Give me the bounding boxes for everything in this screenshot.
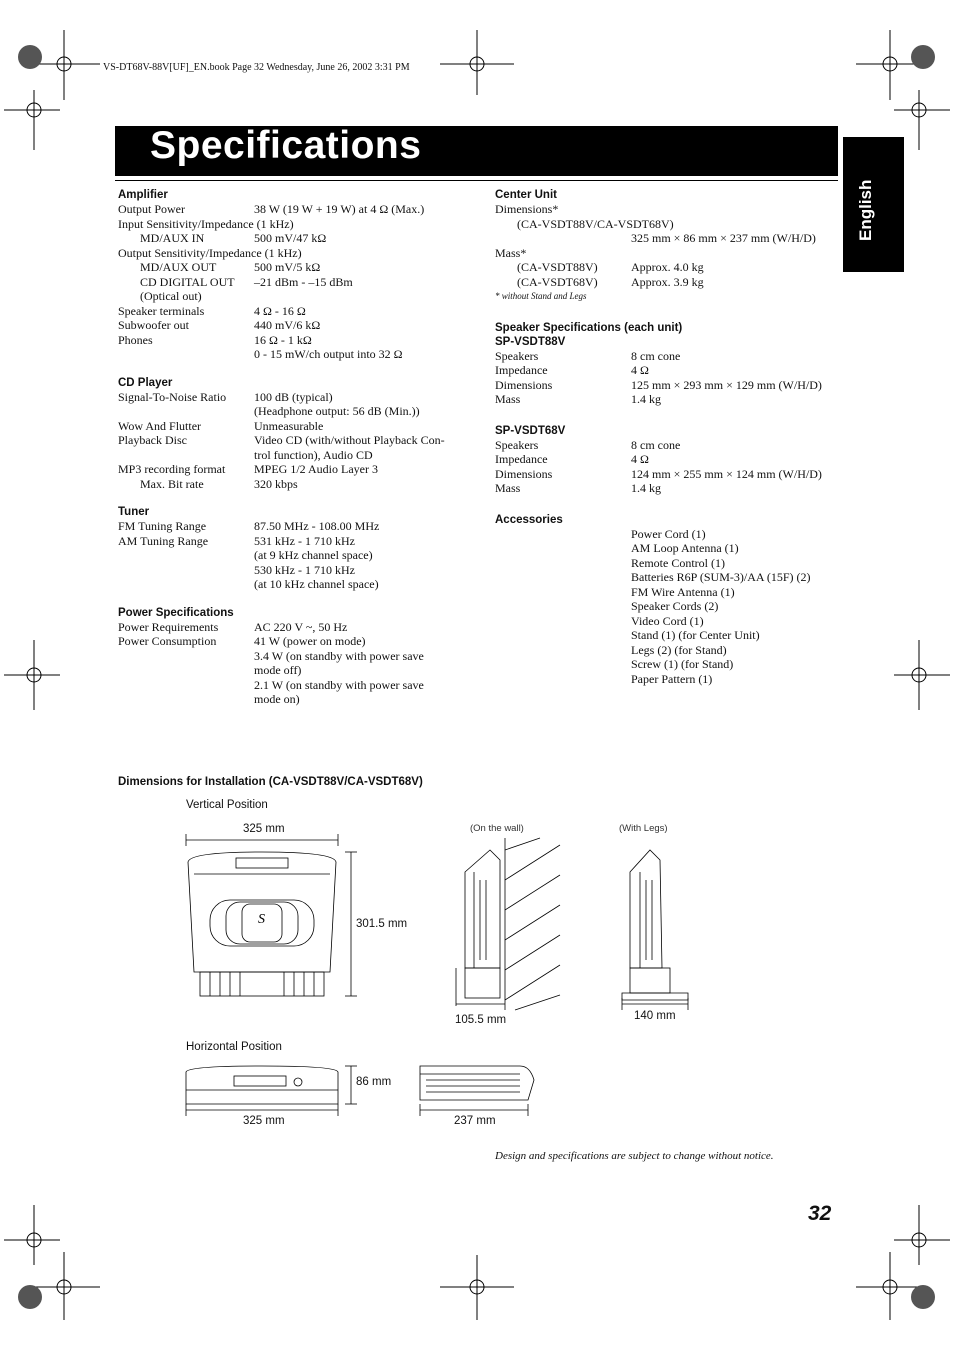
spec-value: AC 220 V ~, 50 Hz	[254, 619, 348, 634]
spec-value: 4 Ω	[631, 452, 649, 466]
accessory-item: Batteries R6P (SUM-3)/AA (15F) (2)	[631, 570, 811, 584]
language-tab-label: English	[856, 179, 875, 241]
spec-label: Dimensions	[495, 377, 553, 392]
center-unit-heading: Center Unit	[495, 189, 557, 201]
spec-label: Speaker terminals	[118, 303, 205, 318]
spec-value: mode off)	[254, 663, 302, 677]
amplifier-heading: Amplifier	[118, 189, 168, 201]
spec-label: MD/AUX OUT	[140, 260, 217, 274]
spec-value: 125 mm × 293 mm × 129 mm (W/H/D)	[631, 377, 822, 392]
spec-value: 4 Ω	[631, 363, 649, 377]
spec-value: 8 cm cone	[631, 348, 681, 363]
spec-label: Dimensions	[495, 466, 553, 481]
spec-value: 500 mV/47 kΩ	[254, 231, 327, 245]
spec-label: Impedance	[495, 363, 548, 377]
spec-value: 0 - 15 mW/ch output into 32 Ω	[254, 347, 403, 361]
horizontal-width-dim: 325 mm	[243, 1115, 285, 1127]
accessory-item: Screw (1) (for Stand)	[631, 657, 734, 671]
accessory-item: Video Cord (1)	[631, 613, 704, 628]
spec-label: Signal-To-Noise Ratio	[118, 389, 227, 404]
tuner-heading: Tuner	[118, 506, 150, 518]
center-unit-note: * without Stand and Legs	[495, 291, 587, 301]
horizontal-height-dim: 86 mm	[356, 1076, 392, 1088]
spec-label: Input Sensitivity/Impedance (1 kHz)	[118, 216, 294, 231]
spec-label: Phones	[118, 332, 153, 347]
spec-label: Impedance	[495, 452, 548, 466]
spec-value: 3.4 W (on standby with power save	[254, 648, 424, 663]
spec-value: 1.4 kg	[631, 392, 661, 406]
spec-value: MPEG 1/2 Audio Layer 3	[254, 462, 378, 476]
spec-label: MD/AUX IN	[140, 231, 205, 245]
spec-value: (Headphone output: 56 dB (Min.))	[254, 404, 420, 418]
spec-value: mode on)	[254, 692, 300, 706]
vertical-width-dim: 325 mm	[243, 823, 285, 835]
spec-value: 8 cm cone	[631, 437, 681, 452]
page-title: Specifications	[150, 124, 422, 167]
spec-label: Max. Bit rate	[140, 476, 204, 491]
spec-label: Mass*	[495, 245, 527, 260]
spec-value: 1.4 kg	[631, 481, 661, 495]
spec-value: 530 kHz - 1 710 kHz	[254, 562, 355, 577]
spec-value: 16 Ω - 1 kΩ	[254, 332, 312, 347]
spec-label: (CA-VSDT68V)	[517, 274, 598, 289]
vertical-height-dim: 301.5 mm	[356, 918, 408, 930]
print-header: VS-DT68V-88V[UF]_EN.book Page 32 Wednesday, June 26, 2002 3:31 PM	[103, 62, 410, 73]
cd-player-heading: CD Player	[118, 376, 173, 389]
spec-label: Mass	[495, 481, 521, 495]
spec-value: 38 W (19 W + 19 W) at 4 Ω (Max.)	[254, 202, 425, 216]
spec-value: –21 dBm - –15 dBm	[254, 274, 353, 289]
speaker-model-88-name: SP-VSDT88V	[495, 335, 566, 348]
spec-value: Approx. 3.9 kg	[631, 274, 704, 289]
spec-label: Speakers	[495, 437, 539, 452]
spec-value: (at 10 kHz channel space)	[254, 577, 379, 591]
spec-label: Power Consumption	[118, 634, 217, 648]
spec-value: trol function), Audio CD	[254, 447, 373, 462]
accessory-item: Power Cord (1)	[631, 526, 706, 541]
spec-label: Power Requirements	[118, 619, 219, 634]
accessory-item: Paper Pattern (1)	[631, 671, 713, 686]
svg-text:S: S	[258, 912, 265, 927]
spec-value: 4 Ω - 16 Ω	[254, 303, 306, 318]
installation-heading: Dimensions for Installation (CA-VSDT88V/CA-VSDT68V)	[118, 776, 423, 788]
page-number: 32	[808, 1202, 832, 1225]
spec-value: Approx. 4.0 kg	[631, 260, 704, 274]
spec-label: Playback Disc	[118, 433, 187, 447]
spec-value: 41 W (power on mode)	[254, 634, 366, 648]
spec-value: 500 mV/5 kΩ	[254, 260, 321, 274]
spec-label: CD DIGITAL OUT	[140, 274, 235, 289]
with-legs-label: (With Legs)	[619, 823, 668, 834]
spec-label: (CA-VSDT88V/CA-VSDT68V)	[517, 216, 674, 231]
spec-value: 124 mm × 255 mm × 124 mm (W/H/D)	[631, 466, 822, 481]
spec-value: 325 mm × 86 mm × 237 mm (W/H/D)	[631, 231, 816, 245]
accessory-item: AM Loop Antenna (1)	[631, 541, 739, 555]
spec-label: MP3 recording format	[118, 462, 226, 476]
legs-depth-dim: 140 mm	[634, 1010, 676, 1022]
spec-label: Subwoofer out	[118, 318, 189, 332]
speaker-specs-heading: Speaker Specifications (each unit)	[495, 321, 683, 334]
spec-label: Output Sensitivity/Impedance (1 kHz)	[118, 245, 302, 260]
on-wall-label: (On the wall)	[470, 823, 524, 834]
accessories-heading: Accessories	[495, 513, 563, 526]
accessory-item: Speaker Cords (2)	[631, 599, 719, 613]
spec-label: AM Tuning Range	[118, 533, 209, 548]
spec-value: Video CD (with/without Playback Con-	[254, 433, 445, 447]
spec-value: 531 kHz - 1 710 kHz	[254, 533, 355, 548]
accessory-item: FM Wire Antenna (1)	[631, 584, 735, 599]
spec-value: 87.50 MHz - 108.00 MHz	[254, 519, 380, 533]
spec-label: (Optical out)	[140, 289, 202, 303]
spec-value: 2.1 W (on standby with power save	[254, 677, 424, 692]
accessory-item: Remote Control (1)	[631, 555, 725, 570]
spec-label: (CA-VSDT88V)	[517, 260, 598, 274]
spec-label: Dimensions*	[495, 202, 559, 216]
horizontal-depth-dim: 237 mm	[454, 1115, 496, 1127]
spec-label: Speakers	[495, 348, 539, 363]
vertical-position-label: Vertical Position	[186, 799, 268, 811]
spec-label: Mass	[495, 392, 521, 406]
horizontal-position-label: Horizontal Position	[186, 1041, 282, 1053]
footer-note: Design and specifications are subject to change without notice.	[495, 1150, 774, 1162]
spec-value: Unmeasurable	[254, 418, 324, 433]
spec-label: Output Power	[118, 202, 185, 216]
spec-label: FM Tuning Range	[118, 519, 207, 533]
spec-value: (at 9 kHz channel space)	[254, 548, 373, 562]
accessory-item: Stand (1) (for Center Unit)	[631, 628, 760, 642]
wall-depth-dim: 105.5 mm	[455, 1014, 507, 1026]
power-heading: Power Specifications	[118, 606, 234, 619]
accessory-item: Legs (2) (for Stand)	[631, 642, 727, 657]
spec-value: 320 kbps	[254, 476, 298, 491]
spec-value: 440 mV/6 kΩ	[254, 318, 321, 332]
spec-value: 100 dB (typical)	[254, 389, 333, 404]
spec-label: Wow And Flutter	[118, 418, 202, 433]
speaker-model-68-name: SP-VSDT68V	[495, 424, 566, 437]
